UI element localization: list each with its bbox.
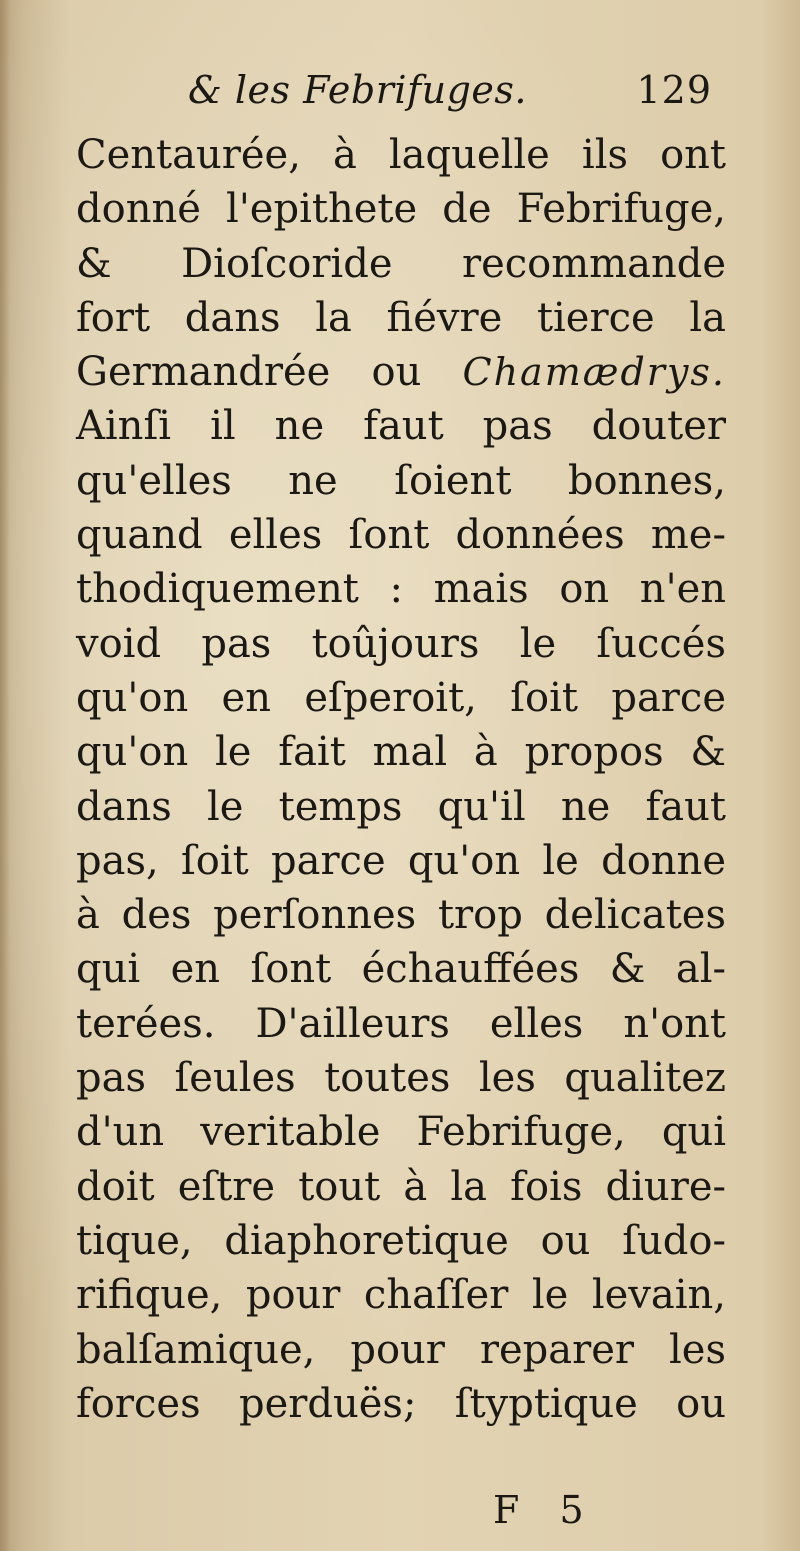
signature-mark: F 5 xyxy=(493,1488,598,1532)
text-line: doit eſtre tout à la fois diure- xyxy=(76,1163,726,1210)
page-edge-shadow xyxy=(0,0,10,1551)
body-text xyxy=(76,128,726,1431)
text-line: tique, diaphoretique ou ſudo- xyxy=(76,1217,726,1264)
text-line: quand elles ſont données me- xyxy=(76,512,726,559)
text-line: d'un veritable Febrifuge, qui xyxy=(76,1109,726,1156)
text-line: dans le temps qu'il ne faut xyxy=(76,783,726,830)
text-line: donné l'epithete de Febrifuge, xyxy=(76,186,726,233)
running-head xyxy=(188,68,712,118)
text-line: pas ſeules toutes les qualitez xyxy=(76,1055,726,1102)
text-line: & Dioſcoride recommande xyxy=(76,240,726,287)
text-line: thodiquement : mais on n'en xyxy=(76,566,726,613)
text-line: qu'on en eſperoit, ſoit parce xyxy=(76,674,726,721)
text-line: rifique, pour chaſſer le levain, xyxy=(76,1272,726,1319)
text-line: qui en ſont échauffées & al- xyxy=(76,946,726,993)
text-line: Centaurée, à laquelle ils ont xyxy=(76,132,726,178)
text-line: à des perſonnes trop delicates xyxy=(76,892,726,939)
text-line: Ainſi il ne faut pas douter xyxy=(76,403,726,450)
text-line: fort dans la fiévre tierce la xyxy=(76,294,726,341)
text-line: qu'elles ne ſoient bonnes, xyxy=(76,457,726,504)
page-number: 129 xyxy=(636,68,712,112)
running-head-title: & les Febrifuges. xyxy=(188,68,527,112)
text-line-roman: Germandrée ou xyxy=(76,349,463,396)
text-line: forces perduës; ſtyptique ou xyxy=(76,1380,726,1427)
text-line: balſamique, pour reparer les xyxy=(76,1326,726,1373)
text-line: qu'on le fait mal à propos & xyxy=(76,729,726,776)
text-line: terées. D'ailleurs elles n'ont xyxy=(76,1000,726,1047)
text-line: void pas toûjours le ſuccés xyxy=(76,620,726,667)
text-line: pas, ſoit parce qu'on le donne xyxy=(76,837,726,884)
italic-term: Chamædrys. xyxy=(462,350,726,395)
text-line-with-italic xyxy=(76,345,726,399)
